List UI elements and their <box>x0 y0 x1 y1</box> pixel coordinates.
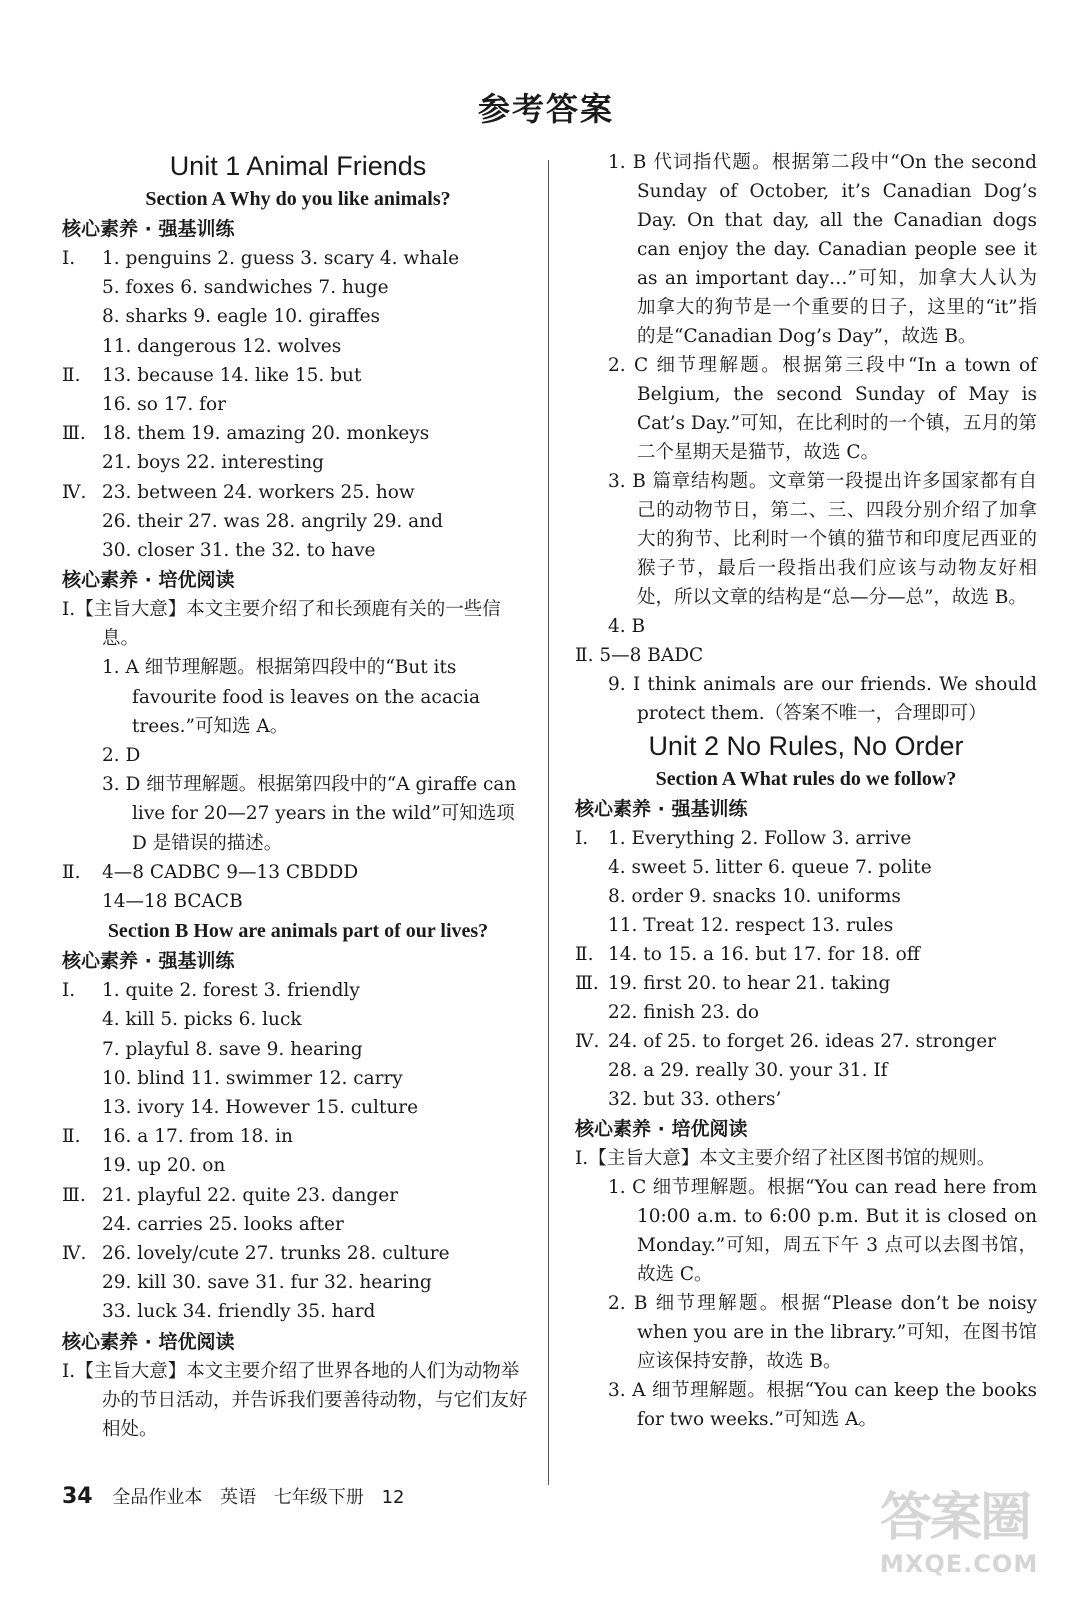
core-training-header: 核心素养 · 强基训练 <box>62 218 235 240</box>
page-footer <box>62 1483 416 1509</box>
answer-row: Ⅳ. 24. of 25. to forget 26. ideas 27. stronger <box>575 1031 997 1052</box>
answer-row: Ⅲ. 19. first 20. to hear 21. taking <box>575 973 891 994</box>
answer-row: 4. sweet 5. litter 6. queue 7. polite <box>608 857 932 878</box>
answer-row: 33. luck 34. friendly 35. hard <box>102 1301 376 1323</box>
reading-answer: 3. B 篇章结构题。文章第一段提出许多国家都有自己的动物节日，第二、三、四段分别介绍了加拿大的狗节、比利时一个镇的猫节和印度尼西亚的猴子节，最后一段指出我们应该与动物友好相处，所以文章的结构是“总—分—总”，故选 B。 <box>608 471 1037 608</box>
watermark-logo <box>880 1475 1080 1590</box>
core-training-header: 核心素养 · 强基训练 <box>575 798 748 820</box>
unit2-section-a-title: Section A What rules do we follow? <box>655 768 957 790</box>
subject: 英语 <box>220 1487 257 1508</box>
answer-row: Ⅱ. 14. to 15. a 16. but 17. for 18. off <box>575 944 920 965</box>
unit1-title: Unit 1 Animal Friends <box>169 151 427 181</box>
reading-main-idea: Ⅰ.【主旨大意】本文主要介绍了世界各地的人们为动物举办的节日活动，并告诉我们要善待动物，与它们友好相处。 <box>62 1360 528 1440</box>
reading-answer: 2. B 细节理解题。根据“Please don’t be noisy when you are in the library.”可知，在图书馆应该保持安静，故选 B。 <box>608 1293 1037 1372</box>
answer-row: 28. a 29. really 30. your 31. If <box>608 1060 888 1081</box>
answer-row: 32. but 33. others’ <box>608 1089 782 1110</box>
answer-row: 29. kill 30. save 31. fur 32. hearing <box>102 1272 432 1294</box>
answer-row: 24. carries 25. looks after <box>102 1213 344 1235</box>
watermark-top: 答案圈 <box>880 1488 1031 1548</box>
reading-answer: 1. B 代词指代题。根据第二段中“On the second Sunday of October, it’s Canadian Dog’s Day. On that day, all the Canadian dogs can enjoy the day. Canadian people see it as an important day…”可知，加拿大人认为加拿大的狗节是一个重要的日子，这里的“it”指的是“Canadian Dog’s Day”，故选 B。 <box>608 152 1037 347</box>
reading-answer: 3. A 细节理解题。根据“You can keep the books for two weeks.”可知选 A。 <box>608 1380 1037 1430</box>
answer-row: Ⅳ. 26. lovely/cute 27. trunks 28. culture <box>62 1242 450 1264</box>
unit1-section-b-title: Section B How are animals part of our lives? <box>107 920 489 943</box>
reading-main-idea: Ⅰ.【主旨大意】本文主要介绍了社区图书馆的规则。 <box>575 1148 996 1169</box>
advanced-reading-header: 核心素养 · 培优阅读 <box>575 1118 748 1140</box>
right-column <box>575 148 1037 1434</box>
answer-list-u2a <box>575 824 1037 1114</box>
column-divider <box>548 160 549 1485</box>
answer-row: 19. up 20. on <box>102 1155 226 1177</box>
reading-answer: 9. I think animals are our friends. We should protect them.（答案不唯一，合理即可） <box>608 674 1037 724</box>
unit2-title: Unit 2 No Rules, No Order <box>648 731 964 761</box>
answer-row: 30. closer 31. the 32. to have <box>102 539 376 561</box>
answer-row: 11. Treat 12. respect 13. rules <box>608 915 894 936</box>
answer-row: 11. dangerous 12. wolves <box>102 335 342 357</box>
answer-row: 8. sharks 9. eagle 10. giraffes <box>102 306 381 328</box>
answer-row: Ⅱ. 16. a 17. from 18. in <box>62 1126 293 1148</box>
answer-row: Ⅳ. 23. between 24. workers 25. how <box>62 481 415 503</box>
answer-row: Ⅰ. 1. Everything 2. Follow 3. arrive <box>575 828 912 849</box>
answer-row: 13. ivory 14. However 15. culture <box>102 1097 419 1119</box>
answer-row: 4. kill 5. picks 6. luck <box>102 1009 302 1031</box>
core-training-header: 核心素养 · 强基训练 <box>62 950 235 973</box>
answer-row: Ⅱ. 5—8 BADC <box>575 645 704 666</box>
answer-row: 26. their 27. was 28. angrily 29. and <box>102 510 443 532</box>
answer-row: Ⅱ. 13. because 14. like 15. but <box>62 364 362 386</box>
answer-row: 21. boys 22. interesting <box>102 452 325 474</box>
unit1-section-a-title: Section A Why do you like animals? <box>145 188 451 210</box>
page-title: 参考答案 <box>477 90 614 128</box>
answer-row: Ⅰ. 1. penguins 2. guess 3. scary 4. whale <box>62 248 460 269</box>
left-column <box>62 148 534 1444</box>
watermark-bottom: MXQE.COM <box>880 1550 1039 1578</box>
reading-answer: 2. D <box>102 745 141 767</box>
reading-answer: 2. C 细节理解题。根据第三段中“In a town of Belgium, the second Sunday of May is Cat’s Day.”可知，在比利时的一个镇，五月的第二个星期天是猫节，故选 C。 <box>608 355 1037 463</box>
answer-list-u1a <box>62 244 534 565</box>
answer-row: Ⅲ. 18. them 19. amazing 20. monkeys <box>62 423 430 445</box>
grade: 七年级下册 <box>273 1487 364 1508</box>
answer-row: 5. foxes 6. sandwiches 7. huge <box>102 277 389 299</box>
answer-row: Ⅲ. 21. playful 22. quite 23. danger <box>62 1184 399 1206</box>
answer-list-u1b <box>62 976 534 1326</box>
answer-row: Ⅱ. 4—8 CADBC 9—13 CBDDD <box>62 861 359 883</box>
answer-row: 8. order 9. snacks 10. uniforms <box>608 886 901 907</box>
reading-answer: 1. A 细节理解题。根据第四段中的“But its favourite food is leaves on the acacia trees.”可知选 A。 <box>102 657 481 737</box>
advanced-reading-header: 核心素养 · 培优阅读 <box>62 1330 235 1353</box>
answer-row: 10. blind 11. swimmer 12. carry <box>102 1067 403 1089</box>
reading-answer: 1. C 细节理解题。根据“You can read here from 10:00 a.m. to 6:00 p.m. But it is closed on Monday.”可知，周五下午 3 点可以去图书馆，故选 C。 <box>608 1177 1037 1285</box>
advanced-reading-header: 核心素养 · 培优阅读 <box>62 569 235 592</box>
answer-row: 7. playful 8. save 9. hearing <box>102 1038 363 1060</box>
page-number: 34 <box>62 1484 93 1509</box>
answer-row: 14—18 BCACB <box>102 891 243 913</box>
answer-row: Ⅰ. 1. quite 2. forest 3. friendly <box>62 980 360 1002</box>
book-name: 全品作业本 <box>112 1487 203 1508</box>
reading-main-idea: Ⅰ.【主旨大意】本文主要介绍了和长颈鹿有关的一些信息。 <box>62 599 501 650</box>
reading-answer: 3. D 细节理解题。根据第四段中的“A giraffe can live for 20—27 years in the wild”可知选项 D 是错误的描述。 <box>102 774 517 854</box>
answer-row: 16. so 17. for <box>102 393 226 415</box>
reading-answer: 4. B <box>608 616 646 637</box>
footer-code: 12 <box>381 1487 405 1508</box>
answer-row: 22. finish 23. do <box>608 1002 760 1023</box>
